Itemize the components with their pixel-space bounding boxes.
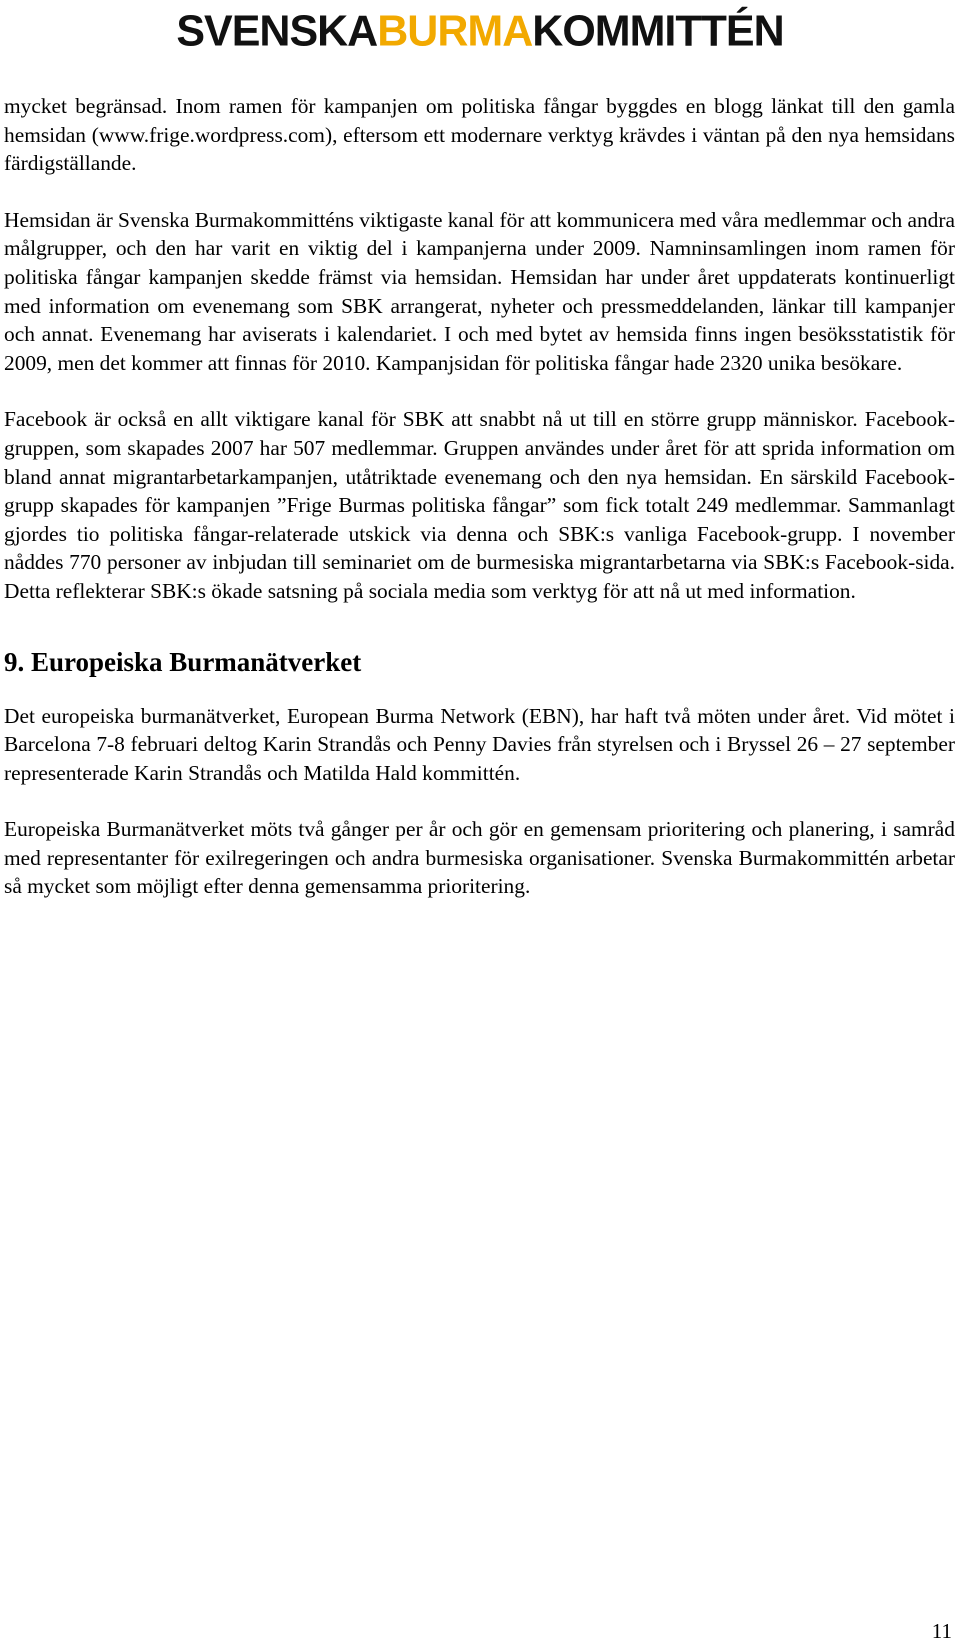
logo-text-burma: BURMA <box>377 6 533 56</box>
paragraph-website: Hemsidan är Svenska Burmakommitténs viktigaste kanal för att kommunicera med våra medlemmar och andra målgrupper, och den har varit en viktig del i kampanjerna under 2009. Namninsamlingen inom ramen för politiska fångar kampanjen skedde främst via hemsidan. Hemsidan har under året uppdaterats kontinuerligt med information om evenemang som SBK arrangerat, nyheter och pressmeddelanden, länkar till kampanjer och annat. Evenemang har aviserats i kalendariet. I och med bytet av hemsida finns ingen besöksstatistik för 2009, men det kommer att finnas för 2010. Kampanjsidan för politiska fångar hade 2320 unika besökare. <box>4 207 955 375</box>
paragraph-ebn-priorities: Europeiska Burmanätverket möts två gånger per år och gör en gemensam prioritering och planering, i samråd med representanter för exilregeringen och andra burmesiska organisationer. Svenska Burmakommittén arbetar så mycket som möjligt efter denna gemensamma prioritering. <box>4 817 955 899</box>
organization-logo <box>0 6 960 57</box>
page-number: 11 <box>931 1619 952 1643</box>
paragraph-facebook: Facebook är också en allt viktigare kanal för SBK att snabbt nå ut till en större grupp människor. Facebook-gruppen, som skapades 2007 har 507 medlemmar. Gruppen användes under året för att sprida information om bland annat migrantarbetarkampanjen, utåtriktade evenemang och den nya hemsidan. En särskild Facebook-grupp skapades för kampanjen ”Frige Burmas politiska fångar” som fick totalt 249 medlemmar. Sammanlagt gjordes tio politiska fångar-relaterade utskick via denna och SBK:s vanliga Facebook-grupp. I november nåddes 770 personer av inbjudan till seminariet om de burmesiska migrantarbetarna via SBK:s Facebook-sida. Detta reflekterar SBK:s ökade satsning på sociala media som verktyg för att nå ut med information. <box>4 407 955 603</box>
section-heading: 9. Europeiska Burmanätverket <box>4 646 362 677</box>
logo-text-kommitten: KOMMITTÉN <box>532 6 784 56</box>
document-body <box>4 92 955 929</box>
paragraph-blog: mycket begränsad. Inom ramen för kampanjen om politiska fångar byggdes en blogg länkat till den gamla hemsidan (www.frige.wordpress.com), eftersom ett modernare verktyg krävdes i väntan på den nya hemsidans färdigställande. <box>4 94 955 176</box>
logo-text-svenska: SVENSKA <box>176 6 378 56</box>
paragraph-ebn-meetings: Det europeiska burmanätverket, European Burma Network (EBN), har haft två möten under året. Vid mötet i Barcelona 7-8 februari deltog Karin Strandås och Penny Davies från styrelsen och i Bryssel 26 – 27 september representerade Karin Strandås och Matilda Hald kommittén. <box>4 703 955 785</box>
